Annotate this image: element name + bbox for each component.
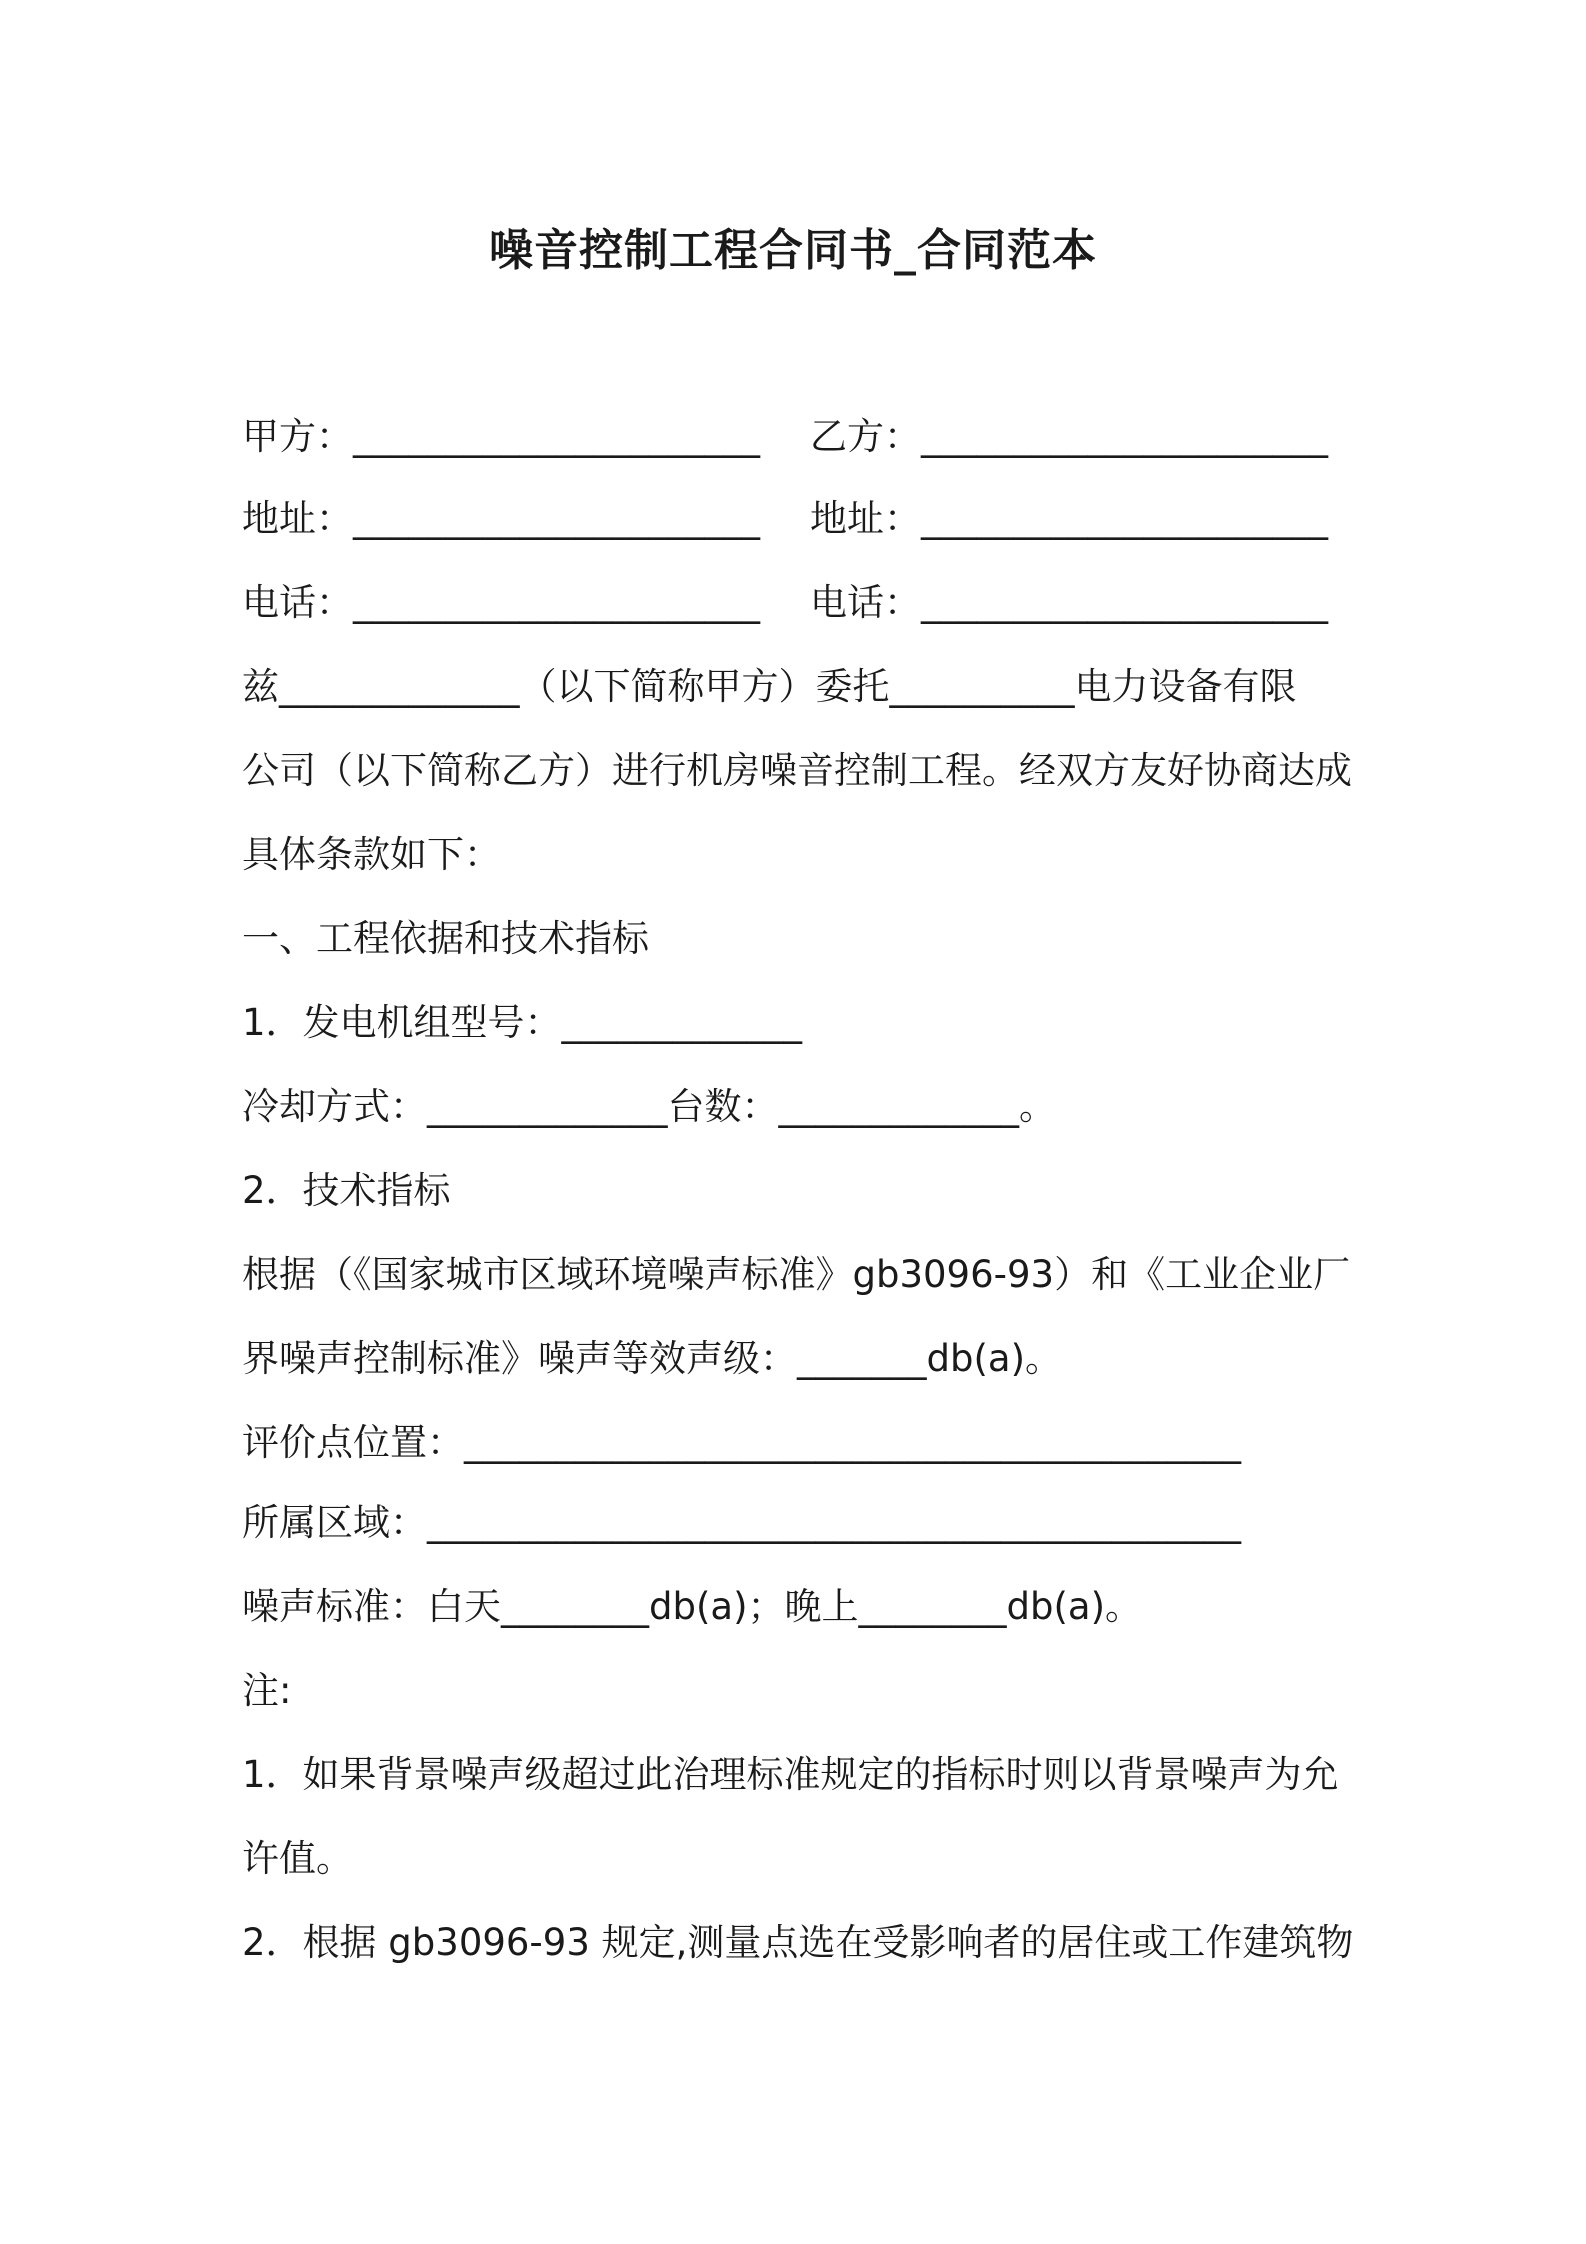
note-line: 2．根据 gb3096-93 规定,测量点选在受影响者的居住或工作建筑物 (242, 1921, 1354, 1964)
phone-a-field: 电话：______________________ (242, 581, 760, 624)
area-field: 所属区域：____________________________________________ (242, 1501, 1241, 1544)
noise-standard-field: 噪声标准：白天________db(a)；晚上________db(a)。 (242, 1585, 1143, 1628)
intro-line: 公司（以下简称乙方）进行机房噪音控制工程。经双方友好协商达成 (242, 749, 1352, 792)
cooling-count-field: 冷却方式：_____________台数：_____________。 (242, 1085, 1056, 1128)
intro-line: 具体条款如下： (242, 833, 501, 876)
generator-model-field: 1．发电机组型号：_____________ (242, 1001, 803, 1044)
document-title: 噪音控制工程合同书_合同范本 (489, 225, 1097, 276)
tech-spec-heading: 2．技术指标 (242, 1169, 451, 1212)
phone-b-field: 电话：______________________ (810, 581, 1328, 624)
note-line: 许值。 (242, 1837, 353, 1880)
basis-line: 界噪声控制标准》噪声等效声级：_______db(a)。 (242, 1337, 1063, 1380)
party-a-field: 甲方：______________________ (242, 415, 760, 458)
basis-line: 根据（《国家城市区域环境噪声标准》gb3096-93）和《工业企业厂 (242, 1253, 1351, 1296)
evaluation-point-field: 评价点位置：__________________________________________ (242, 1421, 1241, 1464)
party-b-field: 乙方：______________________ (810, 415, 1328, 458)
address-b-field: 地址：______________________ (810, 497, 1328, 540)
section-heading: 一、工程依据和技术指标 (242, 917, 649, 960)
address-a-field: 地址：______________________ (242, 497, 760, 540)
intro-line: 兹_____________（以下简称甲方）委托__________电力设备有限 (242, 665, 1297, 708)
note-line: 1．如果背景噪声级超过此治理标准规定的指标时则以背景噪声为允 (242, 1753, 1339, 1796)
note-label: 注: (242, 1669, 292, 1712)
